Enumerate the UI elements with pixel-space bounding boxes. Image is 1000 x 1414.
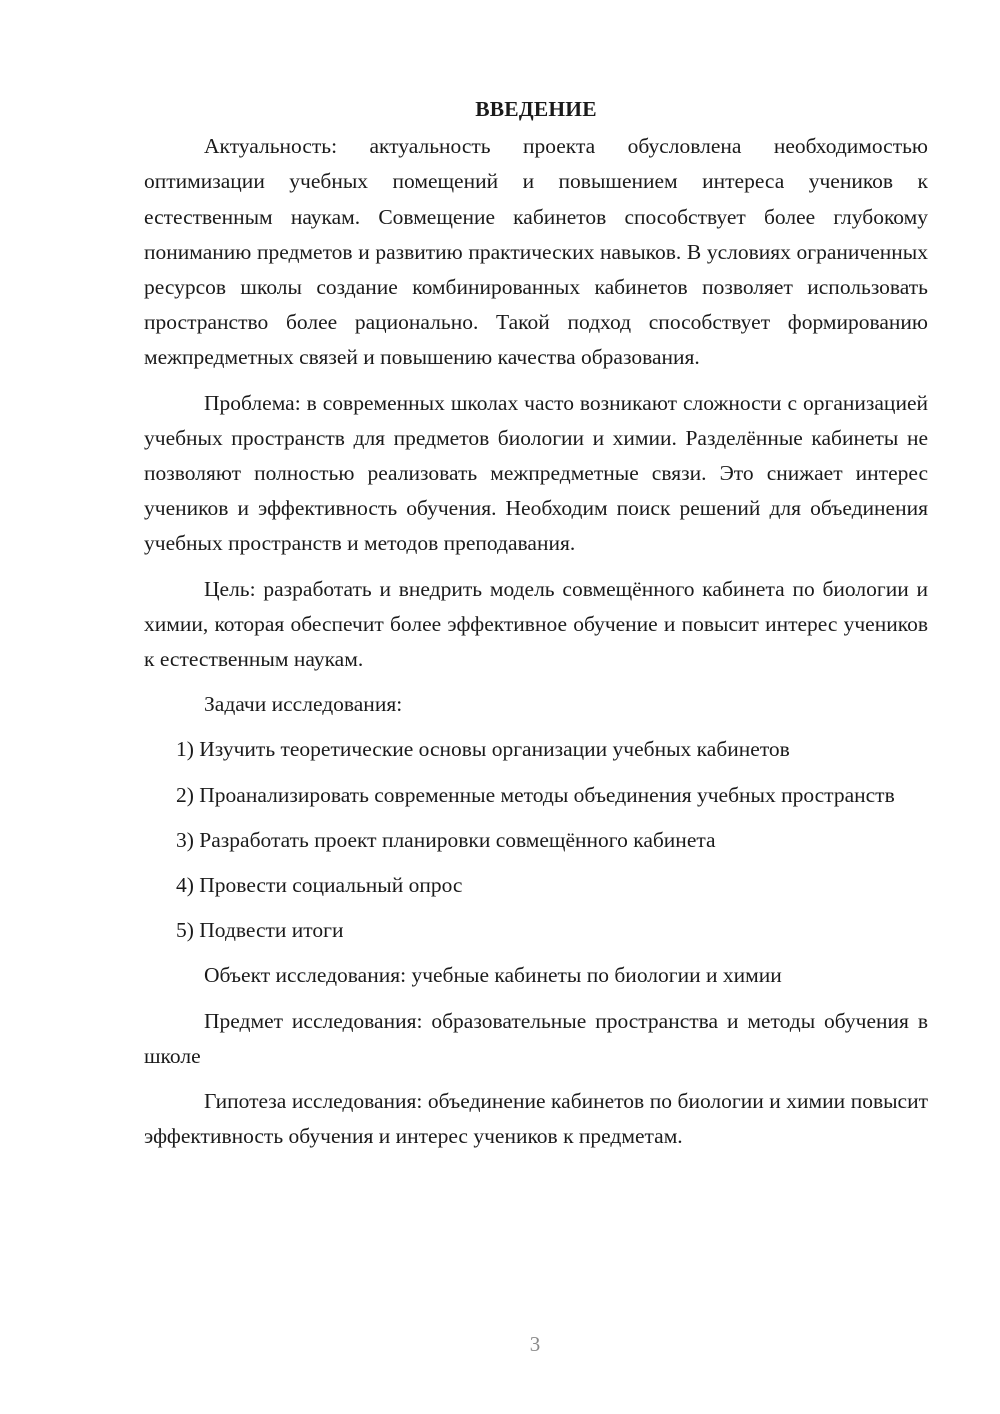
document-page [144,92,928,1164]
task-item-4: 4) Провести социальный опрос [176,873,463,898]
goal-paragraph: Цель: разработать и внедрить модель совмещённого кабинета по биологии и химии, которая обеспечит более эффективное обучение и повысит интерес учеников к естественным наукам. [144,576,928,672]
task-item-2: 2) Проанализировать современные методы объединения учебных пространств [176,782,895,807]
problem-paragraph: Проблема: в современных школах часто возникают сложности с организацией учебных пространств для предметов биологии и химии. Разделённые кабинеты не позволяют полностью реализовать межпредметные связи. Это снижает интерес учеников и эффективность обучения. Необходим поиск решений для объединения учебных пространств и методов преподавания. [144,390,928,556]
task-item-3: 3) Разработать проект планировки совмещённого кабинета [176,827,716,852]
page-title: ВВЕДЕНИЕ [475,97,597,121]
research-subject: Предмет исследования: образовательные пространства и методы обучения в школе [144,1008,928,1068]
task-item-5: 5) Подвести итоги [176,918,344,943]
page-number: 3 [529,1332,541,1356]
relevance-paragraph: Актуальность: актуальность проекта обусловлена необходимостью оптимизации учебных помещений и повышением интереса учеников к естественным наукам. Совмещение кабинетов способствует более глубокому пониманию предметов и развитию практических навыков. В условиях ограниченных ресурсов школы создание комбинированных кабинетов позволяет использовать пространство более рационально. Такой подход способствует формированию межпредметных связей и повышению качества образования. [144,134,928,370]
tasks-heading: Задачи исследования: [204,692,403,717]
research-object: Объект исследования: учебные кабинеты по биологии и химии [204,963,782,988]
research-hypothesis: Гипотеза исследования: объединение кабинетов по биологии и химии повысит эффективность обучения и интерес учеников к предметам. [144,1089,928,1149]
task-item-1: 1) Изучить теоретические основы организации учебных кабинетов [176,737,790,762]
